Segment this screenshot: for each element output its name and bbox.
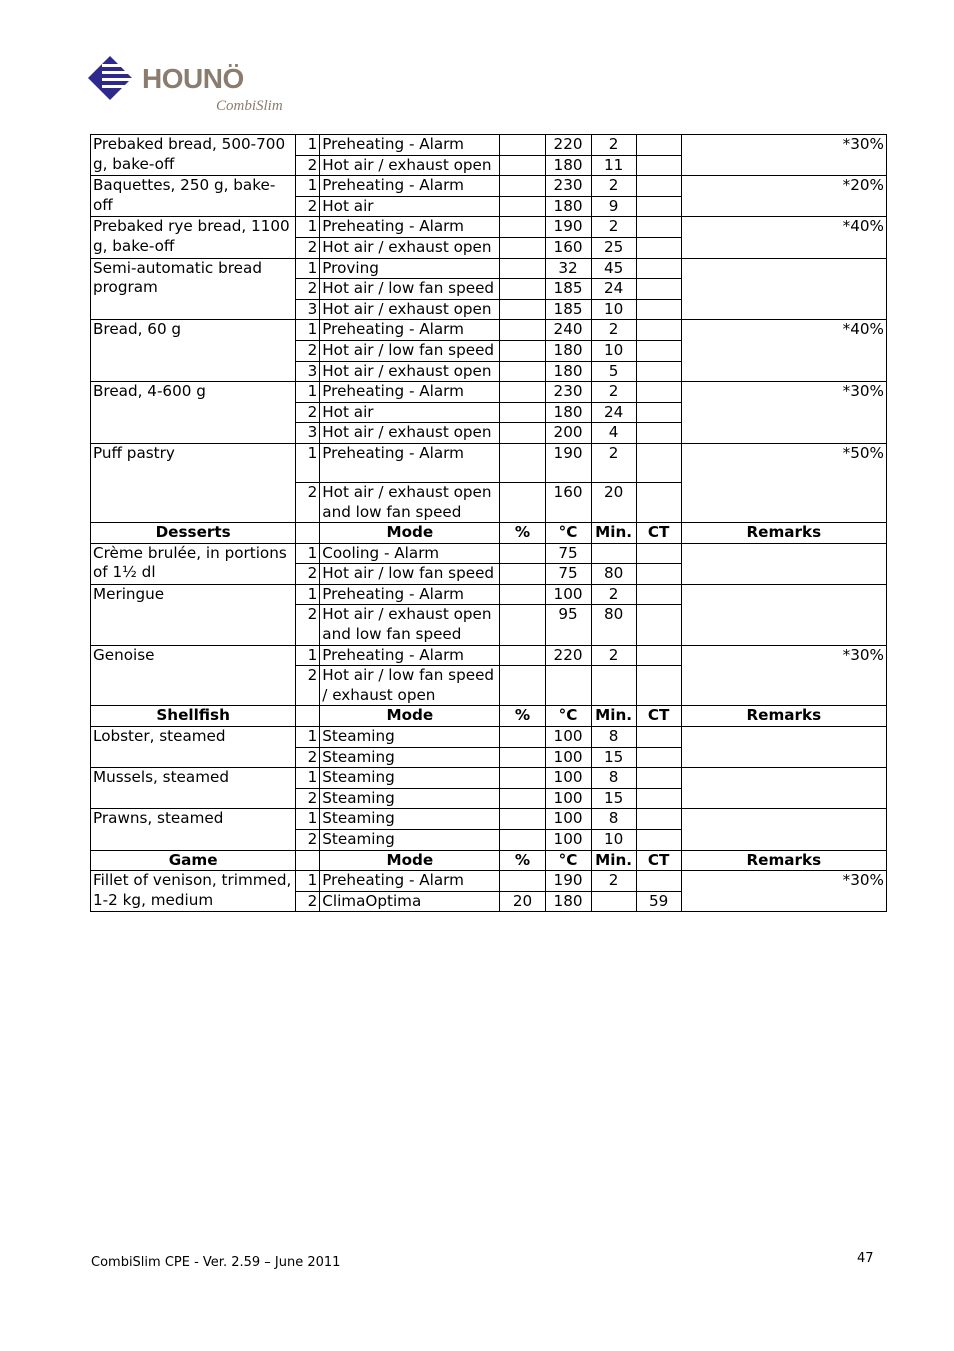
mode-cell: Preheating - Alarm — [320, 443, 500, 482]
mode-cell: Steaming — [320, 830, 500, 851]
temp-cell: 190 — [545, 871, 591, 892]
ct-cell — [636, 361, 681, 382]
temp-cell: 75 — [545, 564, 591, 585]
ct-cell — [636, 217, 681, 238]
table-row — [91, 727, 887, 748]
header-min: Min. — [591, 523, 636, 544]
header-percent: % — [500, 523, 545, 544]
header-remarks: Remarks — [681, 706, 886, 727]
step-number: 2 — [296, 482, 320, 522]
mode-cell: ClimaOptima — [320, 891, 500, 912]
header-step-blank — [296, 850, 320, 871]
table-row — [91, 135, 887, 156]
ct-cell — [636, 320, 681, 341]
temp-cell: 180 — [545, 340, 591, 361]
page-number: 47 — [857, 1251, 874, 1266]
temp-cell: 230 — [545, 382, 591, 403]
food-name: Prebaked rye bread, 1100 g, bake-off — [91, 217, 296, 258]
remarks-cell — [681, 543, 886, 584]
food-name: Genoise — [91, 645, 296, 706]
table-row — [91, 871, 887, 892]
minutes-cell: 2 — [591, 135, 636, 156]
ct-cell — [636, 871, 681, 892]
percent-cell: 20 — [500, 891, 545, 912]
header-step-blank — [296, 706, 320, 727]
percent-cell — [500, 584, 545, 605]
minutes-cell: 5 — [591, 361, 636, 382]
table-row — [91, 645, 887, 666]
mode-cell: Hot air / low fan speed — [320, 564, 500, 585]
step-number: 1 — [296, 135, 320, 156]
logo-sub: CombiSlim — [216, 98, 283, 114]
percent-cell — [500, 217, 545, 238]
food-name: Semi-automatic bread program — [91, 258, 296, 320]
minutes-cell — [591, 543, 636, 564]
temp-cell: 220 — [545, 645, 591, 666]
remarks-cell: *30% — [681, 382, 886, 444]
step-number: 1 — [296, 871, 320, 892]
temp-cell: 160 — [545, 482, 591, 522]
percent-cell — [500, 155, 545, 176]
ct-cell — [636, 237, 681, 258]
percent-cell — [500, 768, 545, 789]
temp-cell: 200 — [545, 423, 591, 444]
temp-cell: 100 — [545, 584, 591, 605]
header-temp: °C — [545, 523, 591, 544]
temp-cell: 75 — [545, 543, 591, 564]
food-name: Meringue — [91, 584, 296, 645]
step-number: 1 — [296, 176, 320, 197]
temp-cell: 100 — [545, 830, 591, 851]
temp-cell: 100 — [545, 747, 591, 768]
step-number: 1 — [296, 727, 320, 748]
ct-cell — [636, 258, 681, 279]
ct-cell — [636, 340, 681, 361]
ct-cell — [636, 768, 681, 789]
step-number: 1 — [296, 584, 320, 605]
header-ct: CT — [636, 523, 681, 544]
step-number: 2 — [296, 155, 320, 176]
step-number: 3 — [296, 423, 320, 444]
step-number: 2 — [296, 891, 320, 912]
minutes-cell: 2 — [591, 320, 636, 341]
remarks-cell: *20% — [681, 176, 886, 217]
temp-cell: 190 — [545, 217, 591, 238]
percent-cell — [500, 279, 545, 300]
table-row — [91, 217, 887, 238]
temp-cell: 185 — [545, 279, 591, 300]
temp-cell: 180 — [545, 196, 591, 217]
ct-cell — [636, 809, 681, 830]
table-row — [91, 809, 887, 830]
temp-cell: 100 — [545, 788, 591, 809]
step-number: 1 — [296, 320, 320, 341]
step-number: 1 — [296, 258, 320, 279]
header-temp: °C — [545, 706, 591, 727]
food-name: Puff pastry — [91, 443, 296, 522]
percent-cell — [500, 237, 545, 258]
step-number: 3 — [296, 299, 320, 320]
mode-cell: Proving — [320, 258, 500, 279]
recipe-table — [90, 134, 887, 912]
food-name: Mussels, steamed — [91, 768, 296, 809]
temp-cell: 180 — [545, 891, 591, 912]
mode-cell: Hot air / low fan speed — [320, 279, 500, 300]
temp-cell: 230 — [545, 176, 591, 197]
minutes-cell: 2 — [591, 645, 636, 666]
remarks-cell: *40% — [681, 217, 886, 258]
remarks-cell: *30% — [681, 645, 886, 706]
ct-cell — [636, 584, 681, 605]
ct-cell — [636, 564, 681, 585]
step-number: 2 — [296, 340, 320, 361]
header-step-blank — [296, 523, 320, 544]
minutes-cell: 45 — [591, 258, 636, 279]
minutes-cell: 2 — [591, 217, 636, 238]
step-number: 1 — [296, 809, 320, 830]
percent-cell — [500, 871, 545, 892]
food-name: Bread, 60 g — [91, 320, 296, 382]
minutes-cell: 15 — [591, 788, 636, 809]
remarks-cell: *30% — [681, 871, 886, 912]
temp-cell: 100 — [545, 727, 591, 748]
remarks-cell: *40% — [681, 320, 886, 382]
step-number: 2 — [296, 747, 320, 768]
step-number: 1 — [296, 768, 320, 789]
percent-cell — [500, 402, 545, 423]
temp-cell: 180 — [545, 155, 591, 176]
ct-cell — [636, 830, 681, 851]
percent-cell — [500, 423, 545, 444]
minutes-cell: 20 — [591, 482, 636, 522]
percent-cell — [500, 666, 545, 706]
temp-cell: 220 — [545, 135, 591, 156]
step-number: 1 — [296, 443, 320, 482]
mode-cell: Cooling - Alarm — [320, 543, 500, 564]
minutes-cell: 2 — [591, 382, 636, 403]
minutes-cell: 8 — [591, 809, 636, 830]
mode-cell: Steaming — [320, 727, 500, 748]
percent-cell — [500, 176, 545, 197]
minutes-cell: 24 — [591, 279, 636, 300]
remarks-cell — [681, 258, 886, 320]
temp-cell: 100 — [545, 768, 591, 789]
percent-cell — [500, 543, 545, 564]
temp-cell: 240 — [545, 320, 591, 341]
table-row — [91, 584, 887, 605]
percent-cell — [500, 196, 545, 217]
ct-cell — [636, 645, 681, 666]
header-min: Min. — [591, 850, 636, 871]
minutes-cell: 10 — [591, 830, 636, 851]
minutes-cell: 11 — [591, 155, 636, 176]
minutes-cell: 8 — [591, 727, 636, 748]
mode-cell: Steaming — [320, 768, 500, 789]
section-header-row — [91, 850, 887, 871]
mode-cell: Preheating - Alarm — [320, 871, 500, 892]
percent-cell — [500, 564, 545, 585]
minutes-cell: 24 — [591, 402, 636, 423]
step-number: 1 — [296, 645, 320, 666]
ct-cell — [636, 543, 681, 564]
temp-cell: 32 — [545, 258, 591, 279]
temp-cell: 160 — [545, 237, 591, 258]
ct-cell — [636, 382, 681, 403]
header-remarks: Remarks — [681, 850, 886, 871]
minutes-cell: 15 — [591, 747, 636, 768]
minutes-cell: 8 — [591, 768, 636, 789]
ct-cell: 59 — [636, 891, 681, 912]
header-remarks: Remarks — [681, 523, 886, 544]
ct-cell — [636, 788, 681, 809]
minutes-cell: 80 — [591, 564, 636, 585]
minutes-cell: 80 — [591, 605, 636, 645]
remarks-cell: *30% — [681, 135, 886, 176]
minutes-cell: 2 — [591, 176, 636, 197]
percent-cell — [500, 135, 545, 156]
header-percent: % — [500, 850, 545, 871]
temp-cell: 100 — [545, 809, 591, 830]
ct-cell — [636, 135, 681, 156]
table-row — [91, 258, 887, 279]
percent-cell — [500, 320, 545, 341]
ct-cell — [636, 666, 681, 706]
mode-cell: Preheating - Alarm — [320, 320, 500, 341]
step-number: 1 — [296, 543, 320, 564]
mode-cell: Preheating - Alarm — [320, 645, 500, 666]
mode-cell: Hot air — [320, 402, 500, 423]
mode-cell: Hot air / exhaust open and low fan speed — [320, 482, 500, 522]
mode-cell: Preheating - Alarm — [320, 217, 500, 238]
step-number: 2 — [296, 605, 320, 645]
remarks-cell — [681, 809, 886, 850]
step-number: 2 — [296, 279, 320, 300]
mode-cell: Hot air / exhaust open — [320, 299, 500, 320]
step-number: 2 — [296, 666, 320, 706]
step-number: 2 — [296, 788, 320, 809]
minutes-cell: 10 — [591, 299, 636, 320]
mode-cell: Preheating - Alarm — [320, 135, 500, 156]
mode-cell: Hot air / exhaust open — [320, 423, 500, 444]
ct-cell — [636, 299, 681, 320]
minutes-cell: 2 — [591, 871, 636, 892]
mode-cell: Preheating - Alarm — [320, 584, 500, 605]
section-header-row — [91, 523, 887, 544]
header-temp: °C — [545, 850, 591, 871]
percent-cell — [500, 605, 545, 645]
header-percent: % — [500, 706, 545, 727]
mode-cell: Steaming — [320, 809, 500, 830]
food-name: Baquettes, 250 g, bake-off — [91, 176, 296, 217]
table-row — [91, 176, 887, 197]
percent-cell — [500, 830, 545, 851]
mode-cell: Preheating - Alarm — [320, 382, 500, 403]
step-number: 2 — [296, 564, 320, 585]
header-mode: Mode — [320, 850, 500, 871]
food-name: Prawns, steamed — [91, 809, 296, 850]
minutes-cell: 25 — [591, 237, 636, 258]
mode-cell: Hot air / low fan speed / exhaust open — [320, 666, 500, 706]
ct-cell — [636, 443, 681, 482]
minutes-cell: 10 — [591, 340, 636, 361]
ct-cell — [636, 196, 681, 217]
temp-cell: 190 — [545, 443, 591, 482]
remarks-cell: *50% — [681, 443, 886, 522]
houno-logo — [88, 52, 303, 114]
header-mode: Mode — [320, 706, 500, 727]
percent-cell — [500, 809, 545, 830]
step-number: 1 — [296, 217, 320, 238]
mode-cell: Hot air — [320, 196, 500, 217]
section-title: Game — [91, 850, 296, 871]
ct-cell — [636, 423, 681, 444]
ct-cell — [636, 155, 681, 176]
ct-cell — [636, 402, 681, 423]
minutes-cell: 2 — [591, 584, 636, 605]
header-min: Min. — [591, 706, 636, 727]
percent-cell — [500, 747, 545, 768]
food-name: Bread, 4-600 g — [91, 382, 296, 444]
table-row — [91, 543, 887, 564]
mode-cell: Hot air / exhaust open and low fan speed — [320, 605, 500, 645]
percent-cell — [500, 443, 545, 482]
ct-cell — [636, 176, 681, 197]
food-name: Crème brulée, in portions of 1½ dl — [91, 543, 296, 584]
percent-cell — [500, 645, 545, 666]
section-header-row — [91, 706, 887, 727]
remarks-cell — [681, 727, 886, 768]
food-name: Lobster, steamed — [91, 727, 296, 768]
table-row — [91, 382, 887, 403]
step-number: 2 — [296, 830, 320, 851]
food-name: Fillet of venison, trimmed, 1-2 kg, medium — [91, 871, 296, 912]
minutes-cell: 4 — [591, 423, 636, 444]
header-ct: CT — [636, 706, 681, 727]
temp-cell: 185 — [545, 299, 591, 320]
ct-cell — [636, 747, 681, 768]
percent-cell — [500, 340, 545, 361]
header-ct: CT — [636, 850, 681, 871]
table-row — [91, 443, 887, 482]
percent-cell — [500, 258, 545, 279]
step-number: 2 — [296, 237, 320, 258]
temp-cell — [545, 666, 591, 706]
mode-cell: Preheating - Alarm — [320, 176, 500, 197]
footer-text: CombiSlim CPE - Ver. 2.59 – June 2011 — [91, 1255, 341, 1270]
percent-cell — [500, 788, 545, 809]
header-mode: Mode — [320, 523, 500, 544]
remarks-cell — [681, 768, 886, 809]
logo-wordmark: HOUNÖ — [142, 63, 244, 94]
step-number: 2 — [296, 196, 320, 217]
temp-cell: 95 — [545, 605, 591, 645]
temp-cell: 180 — [545, 402, 591, 423]
food-name: Prebaked bread, 500-700 g, bake-off — [91, 135, 296, 176]
step-number: 2 — [296, 402, 320, 423]
table-row — [91, 768, 887, 789]
percent-cell — [500, 382, 545, 403]
temp-cell: 180 — [545, 361, 591, 382]
ct-cell — [636, 279, 681, 300]
section-title: Shellfish — [91, 706, 296, 727]
mode-cell: Steaming — [320, 747, 500, 768]
percent-cell — [500, 361, 545, 382]
mode-cell: Hot air / exhaust open — [320, 237, 500, 258]
mode-cell: Steaming — [320, 788, 500, 809]
remarks-cell — [681, 584, 886, 645]
ct-cell — [636, 482, 681, 522]
percent-cell — [500, 299, 545, 320]
ct-cell — [636, 605, 681, 645]
step-number: 3 — [296, 361, 320, 382]
minutes-cell — [591, 891, 636, 912]
mode-cell: Hot air / low fan speed — [320, 340, 500, 361]
percent-cell — [500, 727, 545, 748]
minutes-cell — [591, 666, 636, 706]
table-row — [91, 320, 887, 341]
mode-cell: Hot air / exhaust open — [320, 155, 500, 176]
ct-cell — [636, 727, 681, 748]
percent-cell — [500, 482, 545, 522]
mode-cell: Hot air / exhaust open — [320, 361, 500, 382]
step-number: 1 — [296, 382, 320, 403]
minutes-cell: 2 — [591, 443, 636, 482]
minutes-cell: 9 — [591, 196, 636, 217]
section-title: Desserts — [91, 523, 296, 544]
